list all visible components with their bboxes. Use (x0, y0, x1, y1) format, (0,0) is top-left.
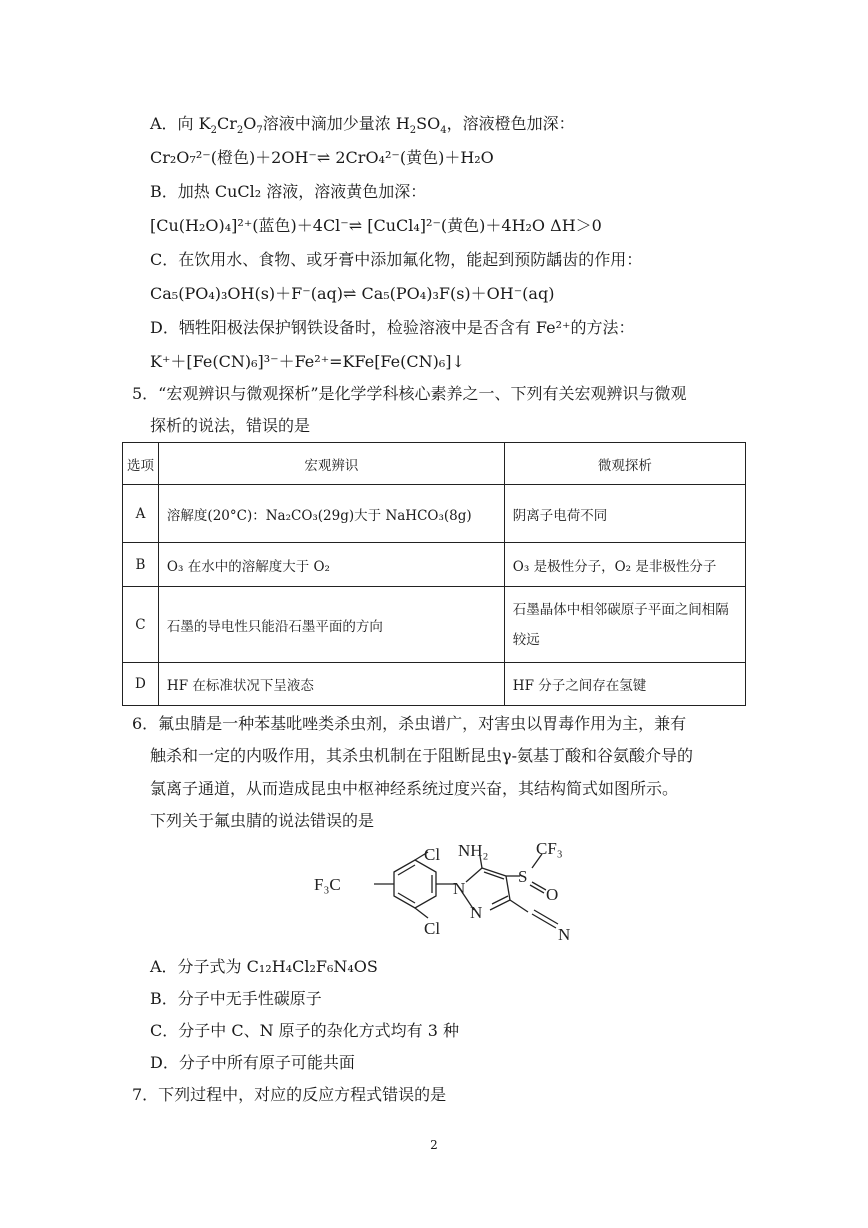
q6-stem-line1: 6．氟虫腈是一种苯基吡唑类杀虫剂，杀虫谱广，对害虫以胃毒作用为主，兼有 (132, 714, 687, 733)
table-row (123, 543, 746, 587)
row-option: C (123, 587, 159, 663)
q6-stem-line3: 氯离子通道，从而造成昆虫中枢神经系统过度兴奋，其结构简式如图所示。 (150, 779, 679, 798)
struct-cl-bottom: Cl (424, 919, 441, 938)
struct-s: S (518, 867, 528, 886)
row-option: D (123, 663, 159, 706)
header-option: 选项 (123, 443, 159, 485)
q6-option-d: D．分子中所有原子可能共面 (150, 1053, 355, 1072)
q6-stem-line4: 下列关于氟虫腈的说法错误的是 (150, 811, 375, 830)
q5-table (122, 442, 746, 706)
row-macro: 石墨的导电性只能沿石墨平面的方向 (158, 587, 504, 663)
struct-n2: N (470, 903, 483, 922)
header-micro: 微观探析 (504, 443, 745, 485)
q4-option-b-label: B．加热 CuCl₂ 溶液，溶液黄色加深： (150, 182, 427, 201)
q5-stem-line1: 5．“宏观辨识与微观探析”是化学学科核心素养之一、下列有关宏观辨识与微观 (132, 384, 687, 403)
table-row (123, 485, 746, 543)
row-micro: O₃ 是极性分子，O₂ 是非极性分子 (504, 543, 745, 587)
benzene-ring (394, 860, 436, 908)
q5-table-header (123, 443, 746, 485)
q6-stem-line2: 触杀和一定的内吸作用，其杀虫机制在于阻断昆虫γ-氨基丁酸和谷氨酸介导的 (150, 746, 693, 765)
table-row (123, 663, 746, 706)
q6-option-c: C．分子中 C、N 原子的杂化方式均有 3 种 (150, 1021, 460, 1040)
page-number: 2 (430, 1138, 438, 1152)
header-macro: 宏观辨识 (158, 443, 504, 485)
row-micro: HF 分子之间存在氢键 (504, 663, 745, 706)
fipronil-structure (310, 838, 590, 948)
q4-option-c-label: C．在饮用水、食物、或牙膏中添加氟化物，能起到预防龋齿的作用： (150, 250, 643, 269)
q4-option-d-equation: K⁺＋[Fe(CN)₆]³⁻＋Fe²⁺=KFe[Fe(CN)₆]↓ (150, 352, 465, 371)
q6-option-b: B．分子中无手性碳原子 (150, 989, 322, 1008)
row-macro: O₃ 在水中的溶解度大于 O₂ (158, 543, 504, 587)
struct-n1: N (453, 879, 466, 898)
q6-option-a: A．分子式为 C₁₂H₄Cl₂F₆N₄OS (150, 957, 378, 976)
q4-option-d-label: D．牺牲阳极法保护钢铁设备时，检验溶液中是否含有 Fe²⁺的方法： (150, 318, 635, 337)
row-option: B (123, 543, 159, 587)
struct-cl-top: Cl (424, 845, 441, 864)
row-macro: 溶解度(20°C)：Na₂CO₃(29g)大于 NaHCO₃(8g) (158, 485, 504, 543)
row-macro: HF 在标准状况下呈液态 (158, 663, 504, 706)
struct-cn-n: N (558, 925, 571, 944)
struct-o: O (546, 885, 559, 904)
table-row (123, 587, 746, 663)
q4-option-b-equation: [Cu(H₂O)₄]²⁺(蓝色)＋4Cl⁻⇌ [CuCl₄]²⁻(黄色)＋4H₂O ΔH＞0 (150, 216, 602, 235)
q4-option-a-label: A．向 $K_2Cr_2O_7$溶液中滴加少量浓 $H_2SO_4$，溶液橙色加深： (150, 114, 575, 137)
q7-stem: 7．下列过程中，对应的反应方程式错误的是 (132, 1085, 447, 1104)
row-option: A (123, 485, 159, 543)
struct-f3c: F₃C (314, 875, 341, 894)
struct-nh2: NH₂ (458, 841, 489, 860)
q4-option-a-equation: Cr₂O₇²⁻(橙色)＋2OH⁻⇌ 2CrO₄²⁻(黄色)＋H₂O (150, 148, 494, 167)
struct-cf3-top: CF₃ (536, 839, 563, 858)
q5-stem-line2: 探析的说法，错误的是 (150, 416, 311, 435)
row-micro: 阴离子电荷不同 (504, 485, 745, 543)
q4-option-c-equation: Ca₅(PO₄)₃OH(s)＋F⁻(aq)⇌ Ca₅(PO₄)₃F(s)＋OH⁻(aq) (150, 284, 555, 303)
row-micro: 石墨晶体中相邻碳原子平面之间相隔较远 (504, 587, 745, 663)
